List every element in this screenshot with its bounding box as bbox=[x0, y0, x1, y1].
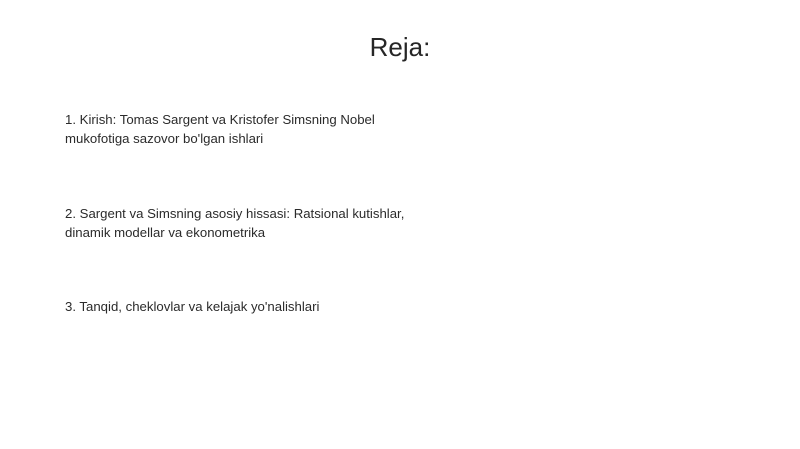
agenda-item-1: 1. Kirish: Tomas Sargent va Kristofer Simsning Nobel mukofotiga sazovor bo'lgan ishlari bbox=[65, 112, 375, 146]
agenda-item-2: 2. Sargent va Simsning asosiy hissasi: Ratsional kutishlar, dinamik modellar va ekonometrika bbox=[65, 206, 405, 240]
agenda-item-3: 3. Tanqid, cheklovlar va kelajak yo'nalishlari bbox=[65, 299, 320, 314]
slide-title: Reja: bbox=[369, 32, 431, 62]
